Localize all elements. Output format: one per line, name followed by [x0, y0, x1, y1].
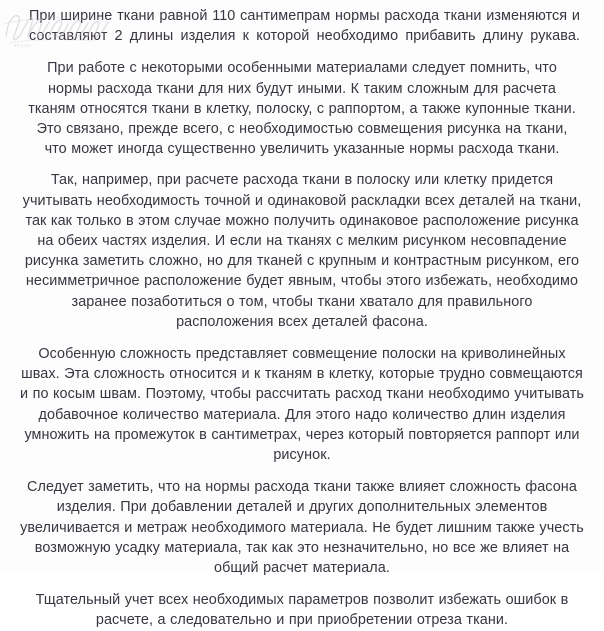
- paragraph-3: Так, например, при расчете расхода ткани в полоску или клетку придется учитывать необходимость точной и одинаковой раскладки всех деталей на ткани, так как только в этом случае можно получить одинаковое расположение рисунка на обеих частях изделия. И если на тканях с мелким рисунком несовпадение рисунка заметить сложно, но для тканей с крупным и контрастным рисунком, его несимметричное расположение будет явным, чтобы этого избежать, необходимо заранее позаботиться о том, чтобы ткани хватало для правильного расположения всех деталей фасона.: [22, 172, 582, 330]
- paragraph-1: При ширине ткани равной 110 сантимепрам нормы расхода ткани изменяются и составляют 2 длины изделия к которой необходимо прибавить длину рукава.: [29, 8, 580, 45]
- paragraph-2: При работе с некоторыми особенными материалами следует помнить, что нормы расхода ткани для них будут иными. К таким сложным для расчета тканям относятся ткани в клетку, полоску, с раппортом, а также купонные ткани. Это связано, прежде всего, с необходимостью совмещения рисунка на ткани, что может иногда существенно увеличить указанные нормы расхода ткани.: [28, 60, 576, 158]
- paragraph-5: Следует заметить, что на нормы расхода ткани также влияет сложность фасона изделия. При добавлении деталей и других дополнительных элементов увеличивается и метраж необходимого материала. Не будет лишним также учесть возможную усадку материала, так как это незначительно, но все же влияет на общий расчет материала.: [20, 479, 584, 577]
- paragraph-4: Особенную сложность представляет совмещение полоски на криволинейных швах. Эта сложность относится и к тканям в клетку, которые трудно совмещаются и по косым швам. Поэтому, чтобы рассчитать расход ткани необходимо учитывать добавочное количество материала. Для этого надо количество длин изделия умножить на промежуток в сантиметрах, через который повторяется раппорт или рисунок.: [19, 346, 585, 464]
- paragraph-6: Тщательный учет всех необходимых параметров позволит избежать ошибок в расчете, а следовательно и при приобретении отреза ткани.: [35, 592, 569, 629]
- svg-text:sh.com: sh.com: [14, 43, 32, 48]
